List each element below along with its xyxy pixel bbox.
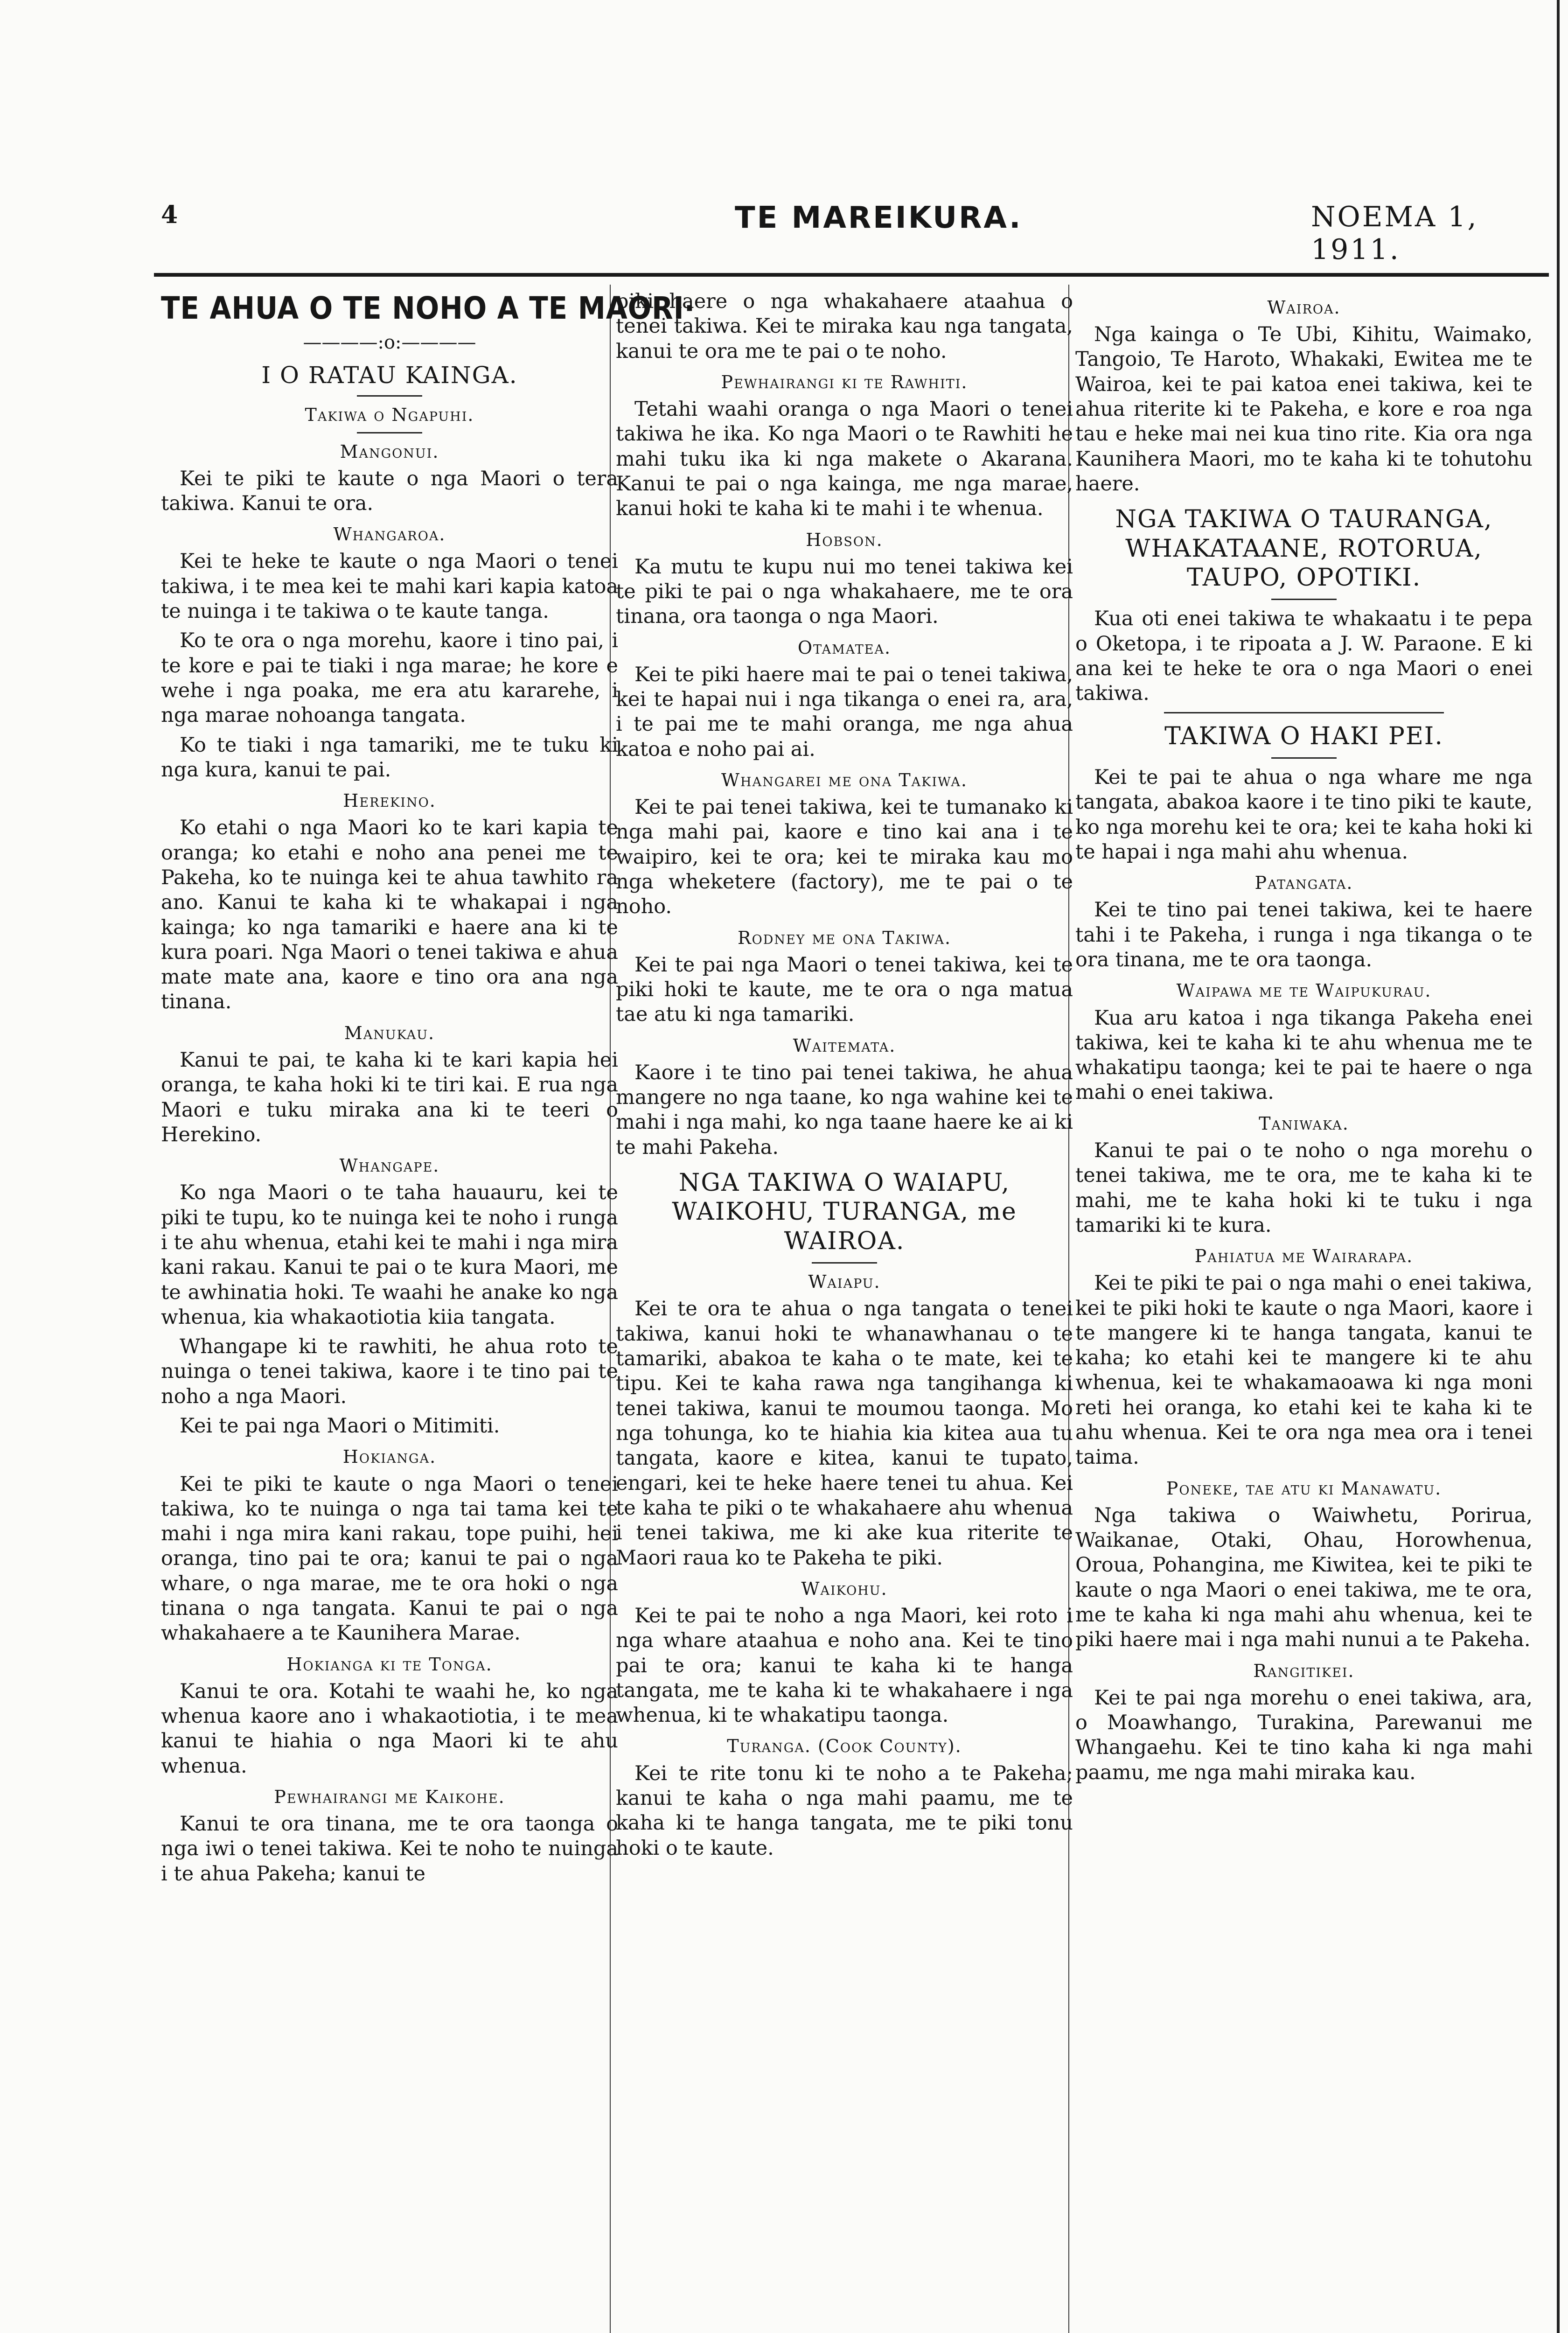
section-heading: Whangape. — [339, 1155, 440, 1176]
paragraph: Kei te pai te ahua o nga whare me nga tangata, abakoa kaore i te tino piki te kaute, ko nga morehu kei te ora; kei te kaha hoki ki te hapai i nga mahi ahu whenua. — [1075, 766, 1533, 864]
paragraph: piki haere o nga whakahaere ataahua o tenei takiwa. Kei te miraka kau nga tangata, kanui te ora me te pai o te noho. — [616, 290, 1073, 363]
divider — [357, 432, 422, 433]
paragraph: Ko nga Maori o te taha hauauru, kei te piki te tupu, ko te nuinga kei te noho i runga i te ahu whenua, etahi kei te mahi i nga mira kani rakau. Kanui te pai o te kura Maori, me te awhinatia hoki. Te waahi he anake ko nga whenua, kia whakaotiotia kiia tangata. — [161, 1181, 618, 1329]
section-heading: Whangarei me ona Takiwa. — [721, 770, 968, 791]
paragraph: Kanui te pai, te kaha ki te kari kapia hei oranga, te kaha hoki ki te tiri kai. E rua nga Maori e tuku miraka ana ki te teeri o Herekino. — [161, 1048, 618, 1146]
section-heading: Otamatea. — [797, 637, 892, 658]
paragraph: Ko te tiaki i nga tamariki, me te tuku ki nga kura, kanui te pai. — [161, 733, 618, 782]
section-heading: Wairoa. — [1267, 297, 1341, 318]
section-heading: Waitemata. — [793, 1035, 896, 1056]
divider — [812, 1262, 877, 1264]
section-heading: Rangitikei. — [1253, 1660, 1355, 1681]
article-title: TE AHUA O TE NOHO A TE MAORI· — [161, 290, 696, 326]
region-heading: NGA TAKIWA O TAURANGA, WHAKATAANE, ROTORUA, TAUPO, OPOTIKI. — [1115, 505, 1493, 592]
page-header — [0, 201, 1568, 266]
section-heading: Whangaroa. — [333, 524, 446, 545]
paragraph: Kei te pai te noho a nga Maori, kei roto i nga whare ataahua e noho ana. Kei te tino pai te ora; kanui te kaha ki te hanga tangata, me te kaha ki te whakahaere i nga whenua, ki te whakatipu taonga. — [616, 1604, 1073, 1727]
column-2 — [616, 289, 1073, 1865]
paragraph: Kua oti enei takiwa te whakaatu i te pepa o Oketopa, i te ripoata a J. W. Paraone. E ki ana kei te heke te ora o nga Maori o enei takiwa. — [1075, 607, 1533, 705]
section-heading: Waipawa me te Waipukurau. — [1176, 980, 1432, 1001]
paragraph: Kanui te ora tinana, me te ora taonga o nga iwi o tenei takiwa. Kei te noho te nuinga i te ahua Pakeha; kanui te — [161, 1812, 618, 1886]
paragraph: Nga kainga o Te Ubi, Kihitu, Waimako, Tangoio, Te Haroto, Whakaki, Ewitea me te Wairoa, kei te pai katoa enei takiwa, kei te ahua riterite ki te Pakeha, e kore e roa nga tau e heke mai nei kua tino rite. Kia ora nga Kaunihera Maori, mo te kaha ki te tohutohu haere. — [1075, 323, 1533, 496]
paragraph: Kei te ora te ahua o nga tangata o tenei takiwa, kanui hoki te whanawhanau o te tamariki, abakoa te kaha o te mate, kei te tipu. Kei te kaha rawa nga tangihanga ki tenei takiwa, kanui te moumou taonga. Mo nga tohunga, ko te hiahia kia kitea aua tu tangata, kaore e kitea, kanui te tupato, engari, kei te heke haere tenei tu ahua. Kei te kaha te piki o te whakahaere ahu whenua i tenei takiwa, me ki ake kua riterite te Maori raua ko te Pakeha te piki. — [616, 1297, 1073, 1570]
paragraph: Kei te pai nga Maori o tenei takiwa, kei te piki hoki te kaute, me te ora o nga matua tae atu ki nga tamariki. — [616, 953, 1073, 1027]
paragraph: Kei te pai nga Maori o Mitimiti. — [180, 1414, 500, 1438]
section-heading: Takiwa o Ngapuhi. — [305, 405, 474, 426]
paragraph: Kei te piki te pai o nga mahi o enei takiwa, kei te piki hoki te kaute o nga Maori, kaore i te mangere ki te hanga tangata, kanui te kaha; ko etahi kei te mangere ki te ahu whenua, kei te whakamaoawa ki nga moni reti hei oranga, ko etahi kei te kaha ki te ahu whenua. Kei te ora nga mea ora i tenei taima. — [1075, 1271, 1533, 1469]
section-heading: Patangata. — [1254, 873, 1353, 894]
section-heading: Herekino. — [343, 790, 436, 811]
section-heading: Pewhairangi ki te Rawhiti. — [721, 371, 968, 392]
column-1 — [161, 289, 696, 1891]
paragraph: Nga takiwa o Waiwhetu, Porirua, Waikanae, Otaki, Ohau, Horowhenua, Oroua, Pohangina, me Kiwitea, kei te piki te kaute o nga Maori o enei takiwa, me te ora, me te kaha ki nga mahi ahu whenua, kei te piki haere mai i nga mahi nunui a te Pakeha. — [1075, 1503, 1533, 1652]
section-heading: Hokianga. — [342, 1446, 437, 1467]
divider — [1164, 712, 1444, 713]
divider — [1271, 599, 1337, 600]
region-heading: TAKIWA O HAKI PEI. — [1164, 722, 1443, 750]
paragraph: Kei te pai tenei takiwa, kei te tumanako ki nga mahi pai, kaore e tino kai ana i te waipiro, kei te ora; kei te miraka kau mo nga wheketere (factory), me te pai o te noho. — [616, 796, 1073, 919]
section-heading: Pahiatua me Wairarapa. — [1194, 1246, 1414, 1267]
divider — [357, 395, 422, 397]
divider — [1271, 757, 1337, 759]
paragraph: Ka mutu te kupu nui mo tenei takiwa kei te piki te pai o nga whakahaere, me te ora tinana, ora taonga o nga Maori. — [616, 555, 1073, 629]
section-heading: Waiapu. — [808, 1271, 881, 1292]
paragraph: Kei te piki te kaute o nga Maori o tenei takiwa, ko te nuinga o nga tai tama kei te mahi i nga mira kani rakau, tope puihi, hei oranga, tino pai te ora; kanui te pai o nga whare, o nga marae, me te ora hoki o nga tinana o nga tangata. Kanui te pai o nga whakahaere a te Kaunihera Marae. — [161, 1472, 618, 1645]
section-heading: Hobson. — [806, 529, 883, 550]
publication-title: TE MAREIKURA. — [735, 201, 1023, 235]
region-heading: NGA TAKIWA O WAIAPU, WAIKOHU, TURANGA, me WAIROA. — [672, 1169, 1017, 1255]
paragraph: Kei te tino pai tenei takiwa, kei te haere tahi i te Pakeha, i runga i nga tikanga o te ora tinana, me te ora taonga. — [1075, 898, 1533, 972]
article-subtitle: I O RATAU KAINGA. — [261, 362, 518, 389]
paragraph: Tetahi waahi oranga o nga Maori o tenei takiwa he ika. Ko nga Maori o te Rawhiti he mahi tuku ika ki nga makete o Akarana. Kanui te pai o nga kainga, me nga marae, kanui hoki te kaha ki te mahi i te whenua. — [616, 398, 1073, 521]
title-divider: ————:o:———— — [303, 331, 476, 353]
paragraph: Kei te piki haere mai te pai o tenei takiwa, kei te hapai nui i nga tikanga o enei ra, ara, i te pai me te mahi oranga, me nga ahua katoa e noho pai ai. — [616, 663, 1073, 761]
section-heading: Rodney me ona Takiwa. — [737, 927, 952, 948]
paragraph: Kei te rite tonu ki te noho a te Pakeha; kanui te kaha o nga mahi paamu, me te kaha ki te hanga tangata, me te piki tonu hoki o te kaute. — [616, 1761, 1073, 1860]
column-3 — [1075, 289, 1533, 1790]
paragraph: Kaore i te tino pai tenei takiwa, he ahua mangere no nga taane, ko nga wahine kei te mahi i nga mahi, ko nga taane haere ke ai ki te mahi Pakeha. — [616, 1061, 1073, 1159]
paragraph: Kanui te ora. Kotahi te waahi he, ko nga whenua kaore ano i whakaotiotia, i te mea kanui te hiahia o nga Maori ki te ahu whenua. — [161, 1679, 618, 1778]
paragraph: Kei te heke te kaute o nga Maori o tenei takiwa, i te mea kei te mahi kari kapia katoa te nuinga i te takiwa o te kaute tanga. — [161, 550, 618, 623]
section-heading: Turanga. (Cook County). — [727, 1736, 962, 1757]
paragraph: Ko etahi o nga Maori ko te kari kapia te oranga; ko etahi e noho ana penei me te Pakeha, ko te nuinga kei te ahua tawhito ra ano. Kanui te kaha ki te whakapai i nga kainga; ko nga tamariki e haere ana ki te kura poari. Nga Maori o tenei takiwa e ahua mate mate ana, kaore e tino ora ana nga tinana. — [161, 816, 618, 1014]
paragraph: Whangape ki te rawhiti, he ahua roto te nuinga o tenei takiwa, kaore i te tino pai te noho a nga Maori. — [161, 1335, 618, 1408]
section-heading: Taniwaka. — [1259, 1113, 1349, 1134]
issue-date: NOEMA 1, 1911. — [1311, 201, 1478, 266]
paragraph: Ko te ora o nga morehu, kaore i tino pai, i te kore e pai te tiaki i nga marae; he kore e wehe i nga poaka, me era atu kararehe, i nga marae nohoanga tangata. — [161, 629, 618, 727]
paragraph: Kei te piki te kaute o nga Maori o tera takiwa. Kanui te ora. — [161, 467, 618, 515]
section-heading: Poneke, tae atu ki Manawatu. — [1166, 1478, 1442, 1499]
section-heading: Mangonui. — [340, 441, 439, 462]
paragraph: Kanui te pai o te noho o nga morehu o tenei takiwa, me te ora, me te kaha ki te mahi, me te kaha hoki ki te tuku i nga tamariki ki te kura. — [1075, 1139, 1533, 1237]
header-rule — [154, 273, 1549, 277]
section-heading: Hokianga ki te Tonga. — [286, 1654, 493, 1675]
section-heading: Pewhairangi me Kaikohe. — [274, 1787, 505, 1808]
paragraph: Kua aru katoa i nga tikanga Pakeha enei takiwa, kei te kaha ki te ahu whenua me te whakatipu taonga; kei te pai te haere o nga mahi o enei takiwa. — [1075, 1006, 1533, 1104]
page-edge-line — [1557, 0, 1560, 2333]
paragraph: Kei te pai nga morehu o enei takiwa, ara, o Moawhango, Turakina, Parewanui me Whangaehu. Kei te tino kaha ki nga mahi paamu, me nga mahi miraka kau. — [1075, 1686, 1533, 1784]
section-heading: Waikohu. — [801, 1578, 888, 1599]
page-number: 4 — [161, 201, 178, 229]
section-heading: Manukau. — [344, 1022, 435, 1043]
